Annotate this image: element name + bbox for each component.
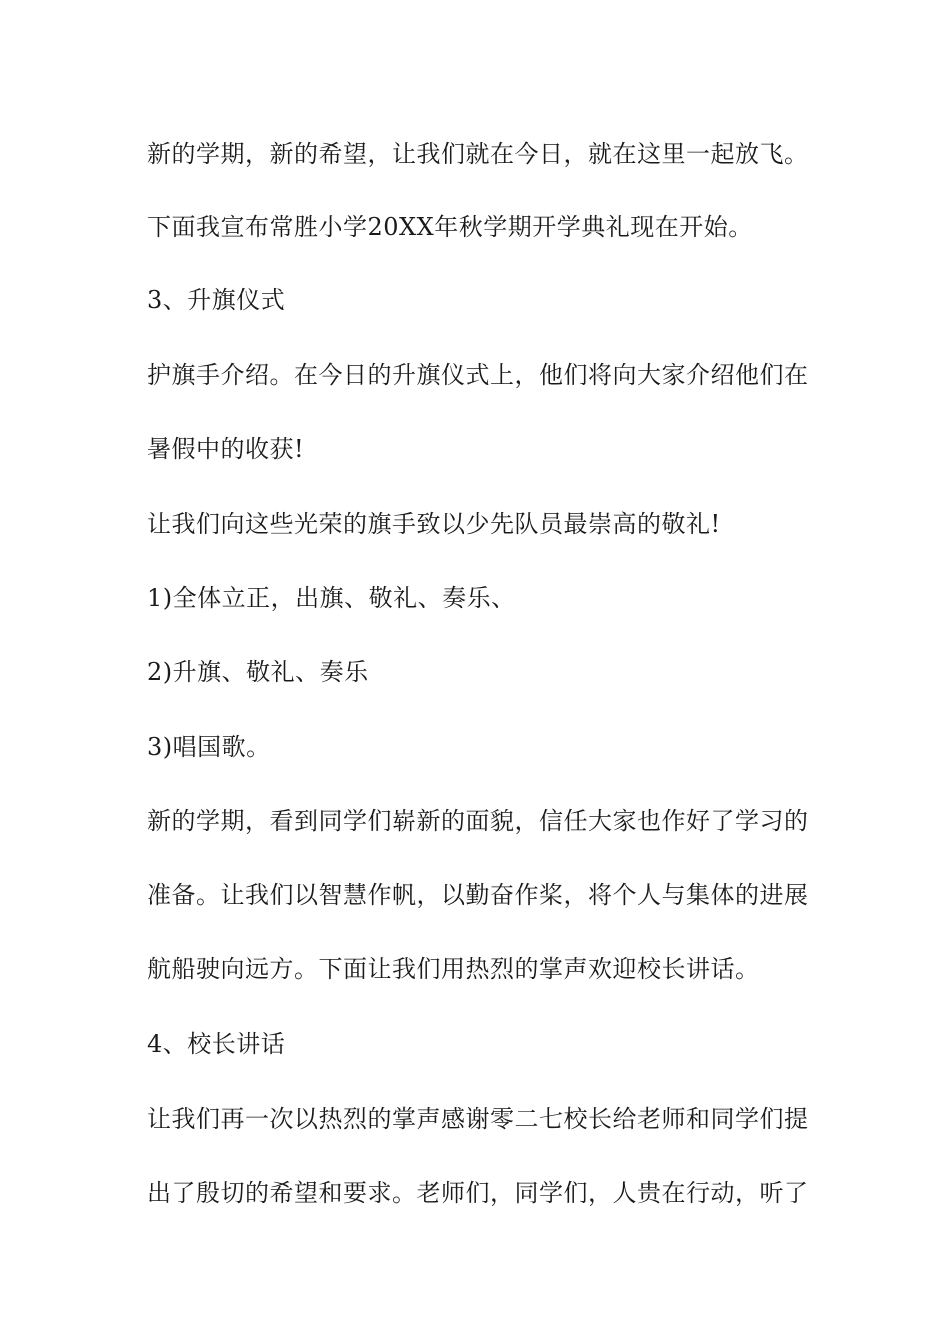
section-heading: 4、校长讲话: [147, 1030, 286, 1058]
paragraph-line: 出了殷切的希望和要求。老师们，同学们，人贵在行动，听了: [147, 1179, 809, 1207]
paragraph-line: 让我们向这些光荣的旗手致以少先队员最崇高的敬礼!: [147, 510, 721, 538]
list-item: 1)全体立正，出旗、敬礼、奏乐、: [147, 584, 516, 612]
paragraph-line: 准备。让我们以智慧作帆，以勤奋作桨，将个人与集体的进展: [147, 881, 809, 909]
section-heading: 3、升旗仪式: [147, 286, 286, 314]
list-item: 2)升旗、敬礼、奏乐: [147, 658, 369, 686]
paragraph-line: 护旗手介绍。在今日的升旗仪式上，他们将向大家介绍他们在: [147, 361, 809, 389]
paragraph-line: 下面我宣布常胜小学20XX年秋学期开学典礼现在开始。: [147, 213, 753, 241]
paragraph-line: 新的学期，看到同学们崭新的面貌，信任大家也作好了学习的: [147, 807, 809, 835]
paragraph-line: 航船驶向远方。下面让我们用热烈的掌声欢迎校长讲话。: [147, 955, 760, 983]
list-item: 3)唱国歌。: [147, 733, 271, 761]
paragraph-line: 新的学期，新的希望，让我们就在今日，就在这里一起放飞。: [147, 140, 809, 168]
paragraph-line: 让我们再一次以热烈的掌声感谢零二七校长给老师和同学们提: [147, 1105, 809, 1133]
paragraph-line: 暑假中的收获!: [147, 435, 305, 463]
